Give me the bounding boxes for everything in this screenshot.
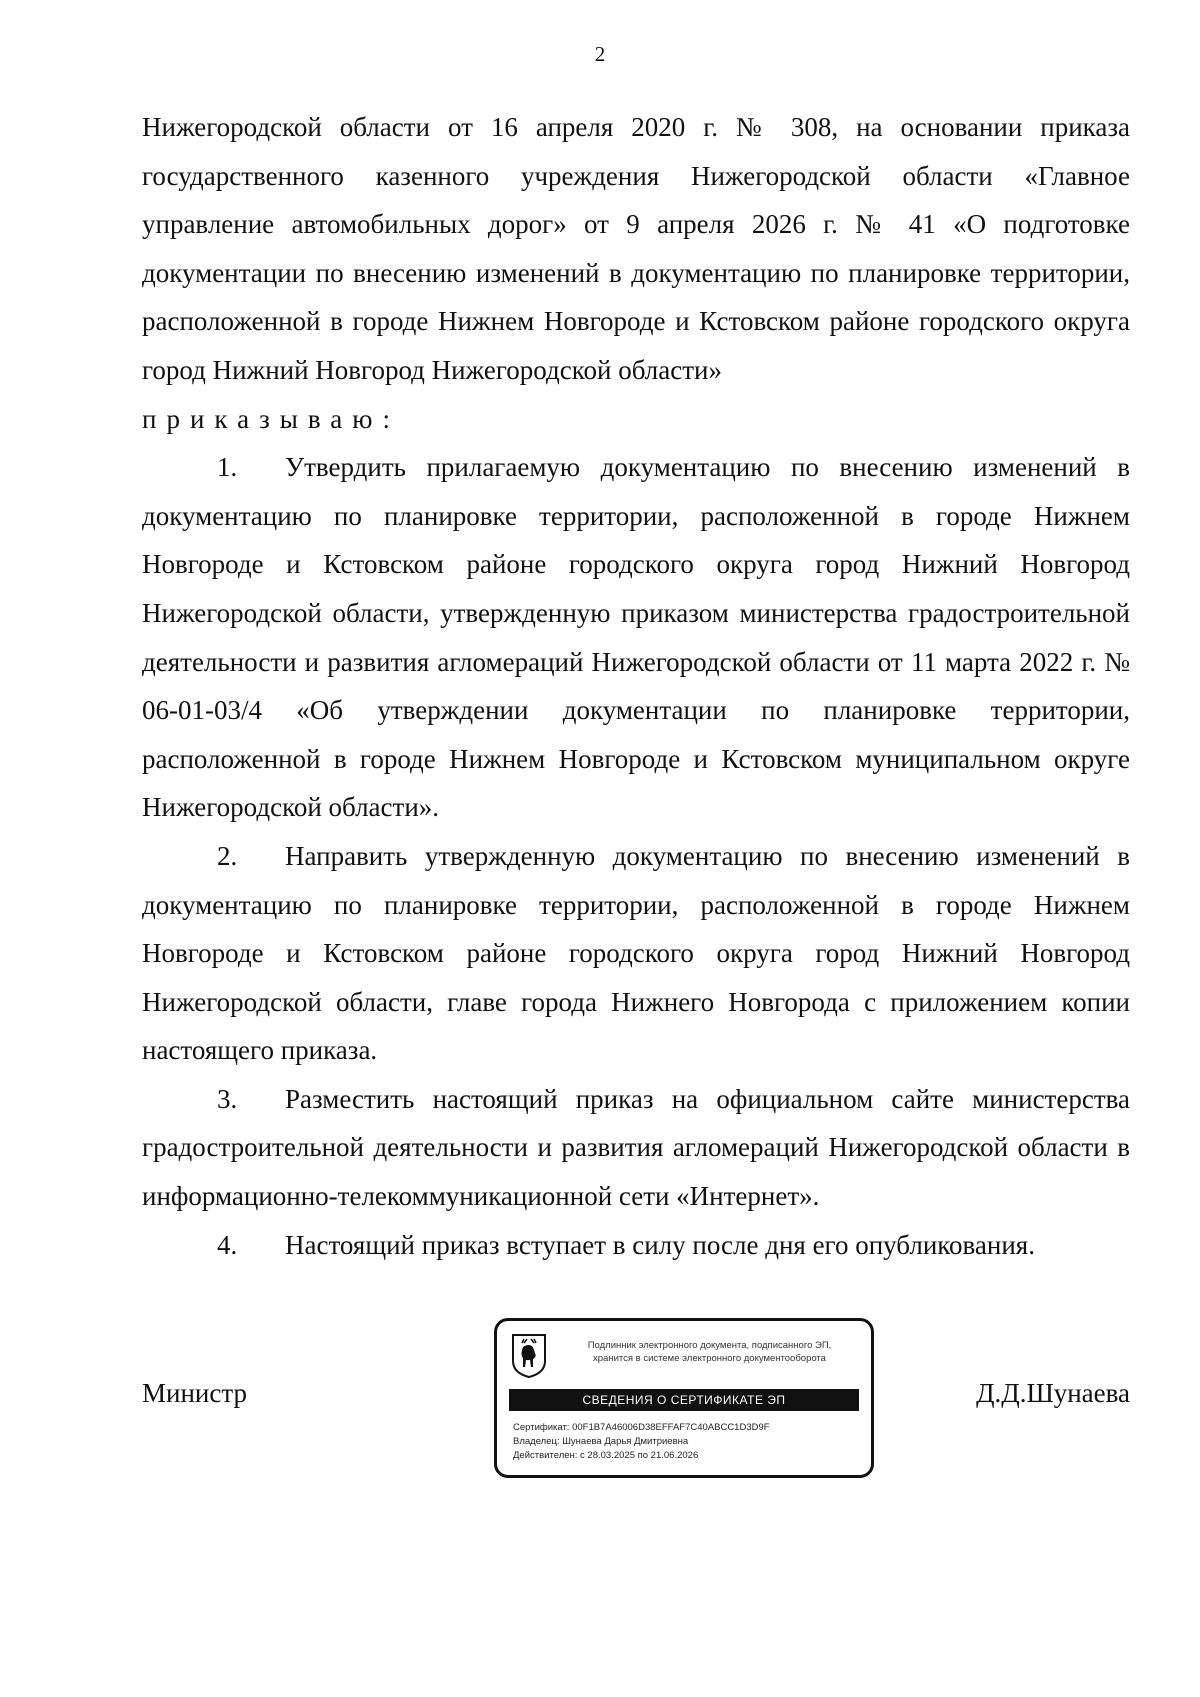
certificate-owner: Владелец: Шунаева Дарья Дмитриевна	[513, 1436, 689, 1447]
electronic-signature-stamp	[494, 1318, 874, 1478]
deer-coat-of-arms-icon	[511, 1333, 547, 1379]
list-item-text: Настоящий приказ вступает в силу после дня его опубликования.	[285, 1229, 1035, 1260]
list-item-3	[142, 1075, 1130, 1221]
list-item-text: Разместить настоящий приказ на официальном сайте министерства градостроительной деятельности и развития агломераций Нижегородской области в информационно-телекоммуникационной сети «Интернет».	[142, 1083, 1130, 1212]
list-item-1	[142, 443, 1130, 832]
stamp-note	[557, 1339, 862, 1365]
list-item-4	[142, 1221, 1130, 1270]
list-item-number: 2.	[217, 840, 238, 871]
list-item-text: Направить утвержденную документацию по внесению изменений в документацию по планировке территории, расположенной в городе Нижнем Новгороде и Кстовском районе городского округа город Нижний Новгород Нижегородской области, главе города Нижнего Новгорода с приложением копии настоящего приказа.	[142, 840, 1130, 1066]
list-item-number: 1.	[217, 452, 238, 483]
signatory-name: Д.Д.Шунаева	[976, 1378, 1130, 1408]
preamble-paragraph: Нижегородской области от 16 апреля 2020 г. № 308, на основании приказа государственного казенного учреждения Нижегородской области «Главное управление автомобильных дорог» от 9 апреля 2026 г. № 41 «О подготовке документации по внесению изменений в документацию по планировке территории, расположенной в городе Нижнем Новгороде и Кстовском районе городского округа город Нижний Новгород Нижегородской области»	[142, 112, 1130, 385]
list-item-number: 4.	[217, 1229, 238, 1260]
signatory-title: Министр	[142, 1378, 247, 1408]
stamp-banner: СВЕДЕНИЯ О СЕРТИФИКАТЕ ЭП	[509, 1389, 859, 1411]
order-word: приказываю:	[142, 403, 400, 434]
certificate-number: Сертификат: 00F1B7A46006D38EFFAF7C40ABCC1D3D9F	[513, 1422, 770, 1433]
list-item-text: Утвердить прилагаемую документацию по внесению изменений в документацию по планировке территории, расположенной в городе Нижнем Новгороде и Кстовском районе городского округа город Нижний Новгород Нижегородской области, утвержденную приказом министерства градостроительной деятельности и развития агломераций Нижегородской области от 11 марта 2022 г. № 06-01-03/4 «Об утверждении документации по планировке территории, расположенной в городе Нижнем Новгороде и Кстовском муниципальном округе Нижегородской области».	[142, 452, 1130, 823]
list-item-2	[142, 832, 1130, 1075]
certificate-validity: Действителен: с 28.03.2025 по 21.06.2026	[513, 1450, 699, 1461]
document-body	[142, 103, 1130, 1269]
list-item-number: 3.	[217, 1083, 238, 1114]
stamp-note-line: Подлинник электронного документа, подписанного ЭП,	[587, 1340, 832, 1351]
certificate-details	[513, 1421, 863, 1463]
page-number: 2	[594, 42, 606, 66]
stamp-note-line: хранится в системе электронного документооборота	[593, 1353, 826, 1364]
